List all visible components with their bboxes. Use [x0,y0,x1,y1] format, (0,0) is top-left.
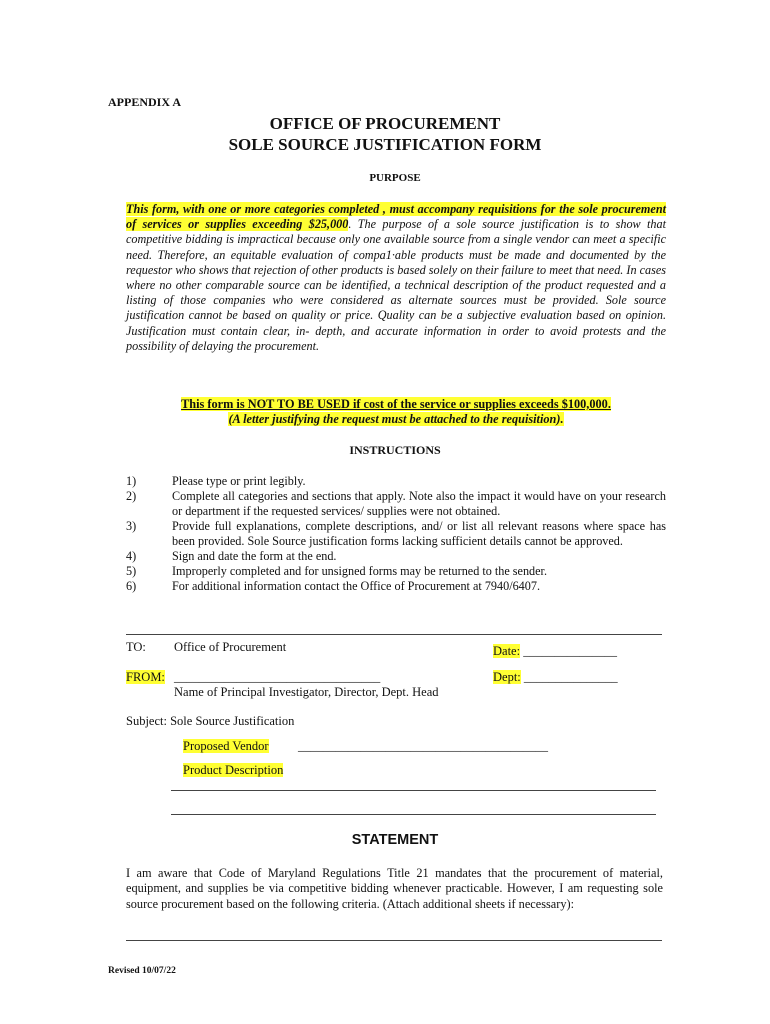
instruction-number: 4) [126,549,137,563]
product-description-line[interactable] [171,790,656,791]
date-line: _______________ [523,644,617,658]
instruction-number: 1) [126,474,137,488]
statement-paragraph: I am aware that Code of Maryland Regulations Title 21 mandates that the procurement of material, equipment, and supplies be via competitive bidding whenever practicable. However, I am requesting sole source procurement based on the following criteria. (Attach additional sheets if necessary): [126,866,663,911]
instruction-item [126,489,666,519]
purpose-highlight: This form, with one or more categories completed , must accompany requisitions for the sole procurement of services or supplies exceeding $25,000 [126,202,666,232]
appendix-label: APPENDIX A [108,95,182,109]
title-line-1: OFFICE OF PROCUREMENT [269,114,501,133]
instruction-text: Please type or print legibly. [172,474,306,488]
dept-field[interactable] [493,670,618,685]
revision-date: Revised 10/07/22 [108,966,176,976]
to-label: TO: [126,640,146,654]
instruction-text: For additional information contact the Office of Procurement at 7940/6407. [172,579,541,593]
instruction-item [126,519,666,549]
purpose-paragraph [126,202,666,354]
proposed-vendor-field[interactable]: ________________________________________ [298,739,548,753]
instruction-number: 3) [126,519,137,533]
instruction-text: Improperly completed and for unsigned forms may be returned to the sender. [172,564,547,578]
form-title [0,113,770,155]
notice-line-2: (A letter justifying the request must be attached to the requisition). [228,412,564,427]
section-divider [126,634,662,635]
instruction-item [126,564,666,579]
instruction-number: 5) [126,564,137,578]
statement-heading: STATEMENT [351,832,439,848]
date-field[interactable] [493,644,617,659]
notice-line-1: This form is NOT TO BE USED if cost of the service or supplies exceeds $100,000. [181,397,611,411]
date-label: Date: [493,644,521,658]
instructions-heading: INSTRUCTIONS [349,443,441,457]
from-name-field[interactable]: _________________________________ [174,670,381,684]
title-line-2: SOLE SOURCE JUSTIFICATION FORM [228,135,542,154]
instruction-text: Provide full explanations, complete descriptions, and/ or list all relevant reasons where space has been provided. Sole Source justification forms lacking sufficient details cannot be approved. [172,519,666,548]
dept-label: Dept: [493,670,521,684]
dept-line: _______________ [523,670,618,684]
instruction-text: Sign and date the form at the end. [172,549,337,563]
product-description-line[interactable] [171,814,656,815]
to-value: Office of Procurement [174,640,287,654]
instruction-item [126,549,666,564]
from-sublabel: Name of Principal Investigator, Director, Dept. Head [174,685,439,699]
instruction-text: Complete all categories and sections that apply. Note also the impact it would have on your research or department if the requested services/ supplies were not obtained. [172,489,666,518]
purpose-heading: PURPOSE [369,172,421,184]
instruction-number: 6) [126,579,137,593]
instructions-list [126,474,666,594]
instruction-item [126,474,666,489]
statement-answer-line[interactable] [126,940,662,941]
instruction-number: 2) [126,489,137,503]
cost-limit-notice [126,397,666,427]
product-description-label: Product Description [183,763,284,777]
subject-line: Subject: Sole Source Justification [126,714,295,728]
proposed-vendor-label: Proposed Vendor [183,739,269,753]
purpose-body: . The purpose of a sole source justification is to show that competitive bidding is impractical because only one available source from a single vendor can meet a specific need. Therefore, an equitable evaluation of compa1·able products must be made and documented by the requestor who shows that rejection of other products is based solely on their failure to meet that need. In cases where no other comparable source can be identified, a technical description of the product requested and a listing of those companies who were considered as alternate sources must be provided. Sole source justification cannot be based on quality or price. Quality can be a subjective evaluation based on opinion. Justification must contain clear, in- depth, and accurate information in order to avoid protests and the possibility of delaying the procurement. [126,217,666,353]
instruction-item [126,579,666,594]
from-label: FROM: [126,670,165,684]
